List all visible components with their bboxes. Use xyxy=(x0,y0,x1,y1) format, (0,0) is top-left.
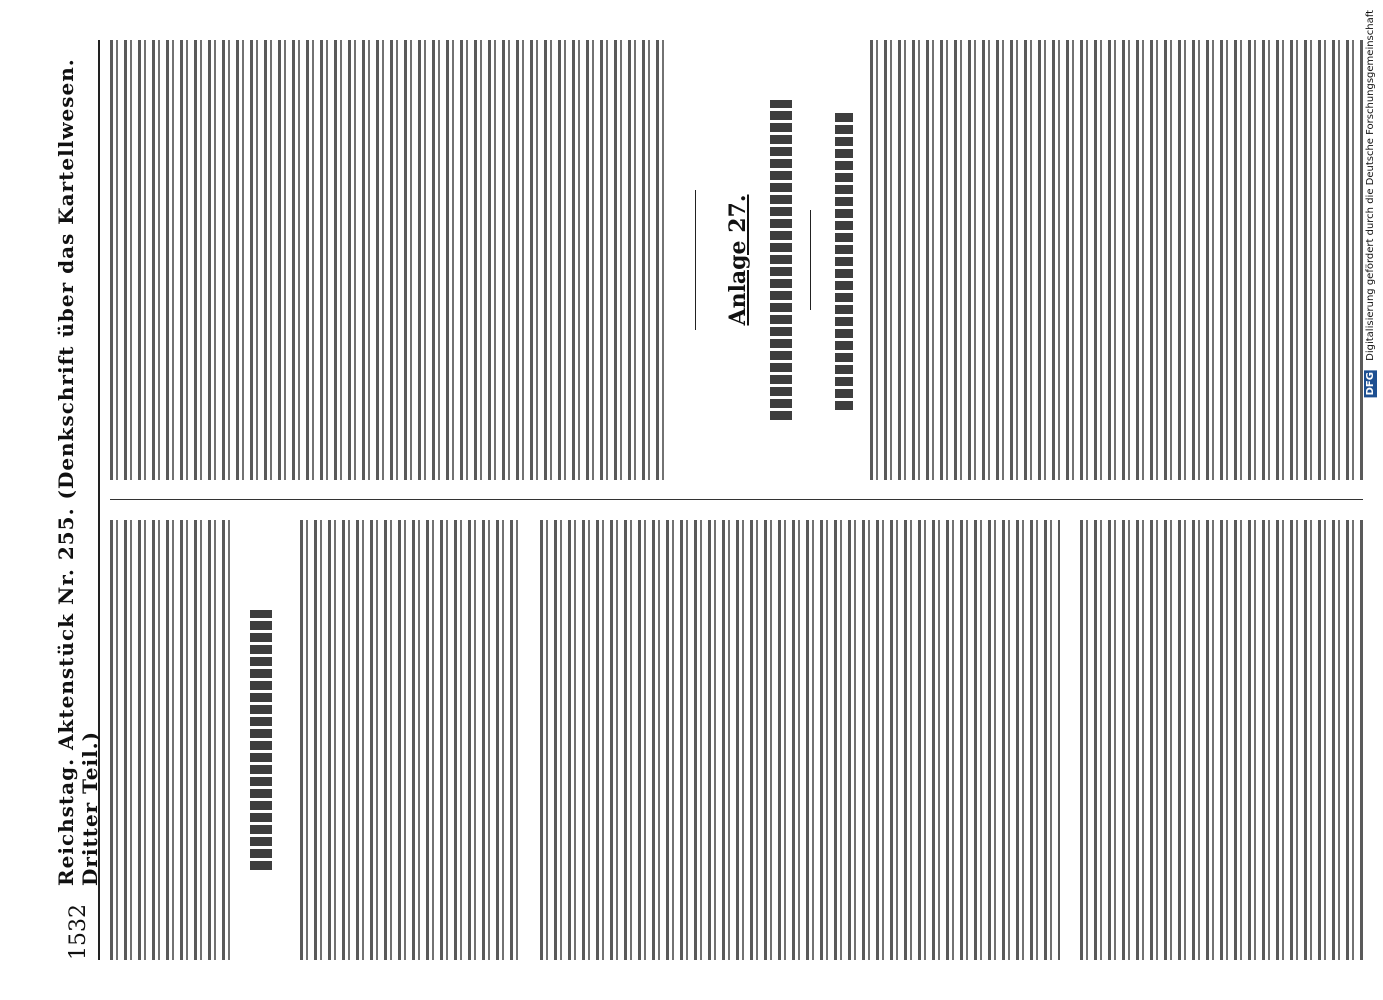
page-number: 1532 xyxy=(65,904,91,960)
divider-rule xyxy=(810,210,811,310)
text-block xyxy=(110,40,670,480)
page-header-text: Reichstag. Aktenstück Nr. 255. (Denkschrift über das Kartellwesen. Dritter Teil.) xyxy=(54,58,102,886)
section-heading xyxy=(250,610,272,870)
digitization-note xyxy=(1364,10,1377,397)
appendix-title: Anlage 27. xyxy=(725,194,751,326)
column-divider xyxy=(110,499,1363,500)
divider-rule xyxy=(695,190,696,330)
dfg-logo: DFG xyxy=(1365,372,1376,396)
text-block xyxy=(1080,520,1363,960)
syndicate-heading xyxy=(770,100,792,420)
text-block xyxy=(300,520,520,960)
left-column xyxy=(110,520,1363,960)
page-header xyxy=(54,40,102,960)
text-block xyxy=(540,520,1060,960)
text-block xyxy=(870,40,1363,480)
text-block xyxy=(110,520,230,960)
section-heading xyxy=(835,110,853,410)
right-column xyxy=(110,40,1363,480)
digitization-text: Digitalisierung gefördert durch die Deutsche Forschungsgemeinschaft xyxy=(1365,10,1376,361)
